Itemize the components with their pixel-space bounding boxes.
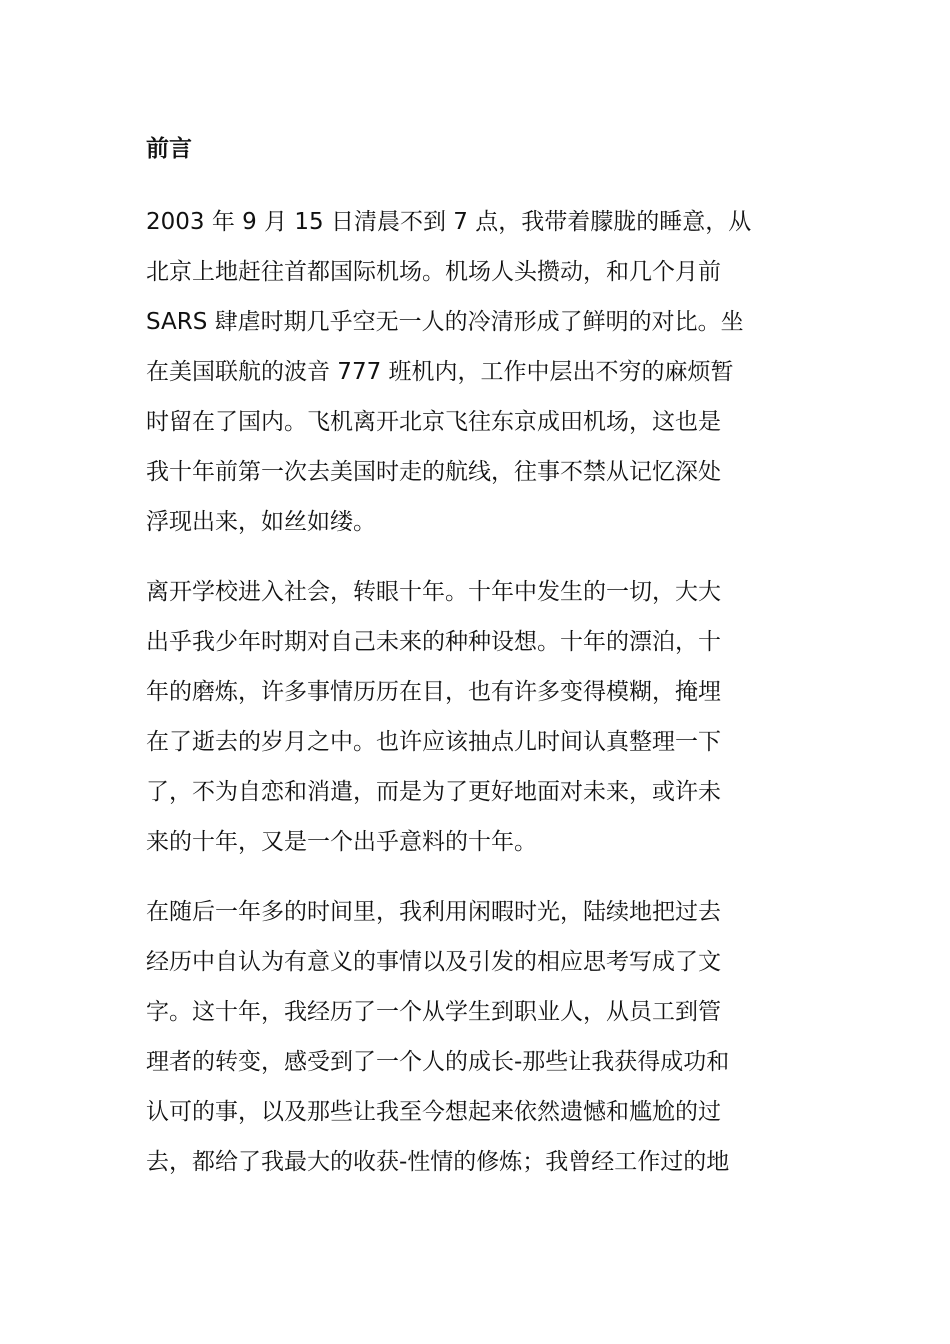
paragraph-line: 我十年前第一次去美国时走的航线，往事不禁从记忆深处 [146,459,721,485]
paragraph-line: 2003 年 9 月 15 日清晨不到 7 点，我带着朦胧的睡意，从 [146,209,752,235]
paragraph-line: 在美国联航的波音 777 班机内，工作中层出不穷的麻烦暂 [146,359,734,385]
paragraph-line: 年的磨炼，许多事情历历在目，也有许多变得模糊，掩埋 [146,679,721,705]
paragraph-line: 出乎我少年时期对自己未来的种种设想。十年的漂泊，十 [146,629,721,655]
paragraph-line: 经历中自认为有意义的事情以及引发的相应思考写成了文 [146,949,721,975]
paragraph-line: 在了逝去的岁月之中。也许应该抽点儿时间认真整理一下 [146,729,721,755]
paragraph-line: 了，不为自恋和消遣，而是为了更好地面对未来，或许未 [146,779,721,805]
paragraph-line: 时留在了国内。飞机离开北京飞往东京成田机场，这也是 [146,409,721,435]
paragraph-line: 理者的转变，感受到了一个人的成长-那些让我获得成功和 [146,1049,730,1075]
paragraph-line: SARS 肆虐时期几乎空无一人的冷清形成了鲜明的对比。坐 [146,309,744,335]
page-heading: 前言 [146,136,192,162]
paragraph-line: 认可的事，以及那些让我至今想起来依然遗憾和尴尬的过 [146,1099,721,1125]
paragraph-line: 字。这十年，我经历了一个从学生到职业人，从员工到管 [146,999,721,1025]
paragraph-line: 北京上地赶往首都国际机场。机场人头攒动，和几个月前 [146,259,721,285]
paragraph-line: 去，都给了我最大的收获-性情的修炼；我曾经工作过的地 [146,1149,730,1175]
paragraph-line: 离开学校进入社会，转眼十年。十年中发生的一切，大大 [146,579,721,605]
paragraph-line: 来的十年，又是一个出乎意料的十年。 [146,829,537,855]
paragraph-line: 浮现出来，如丝如缕。 [146,509,376,535]
paragraph-line: 在随后一年多的时间里，我利用闲暇时光，陆续地把过去 [146,899,721,925]
